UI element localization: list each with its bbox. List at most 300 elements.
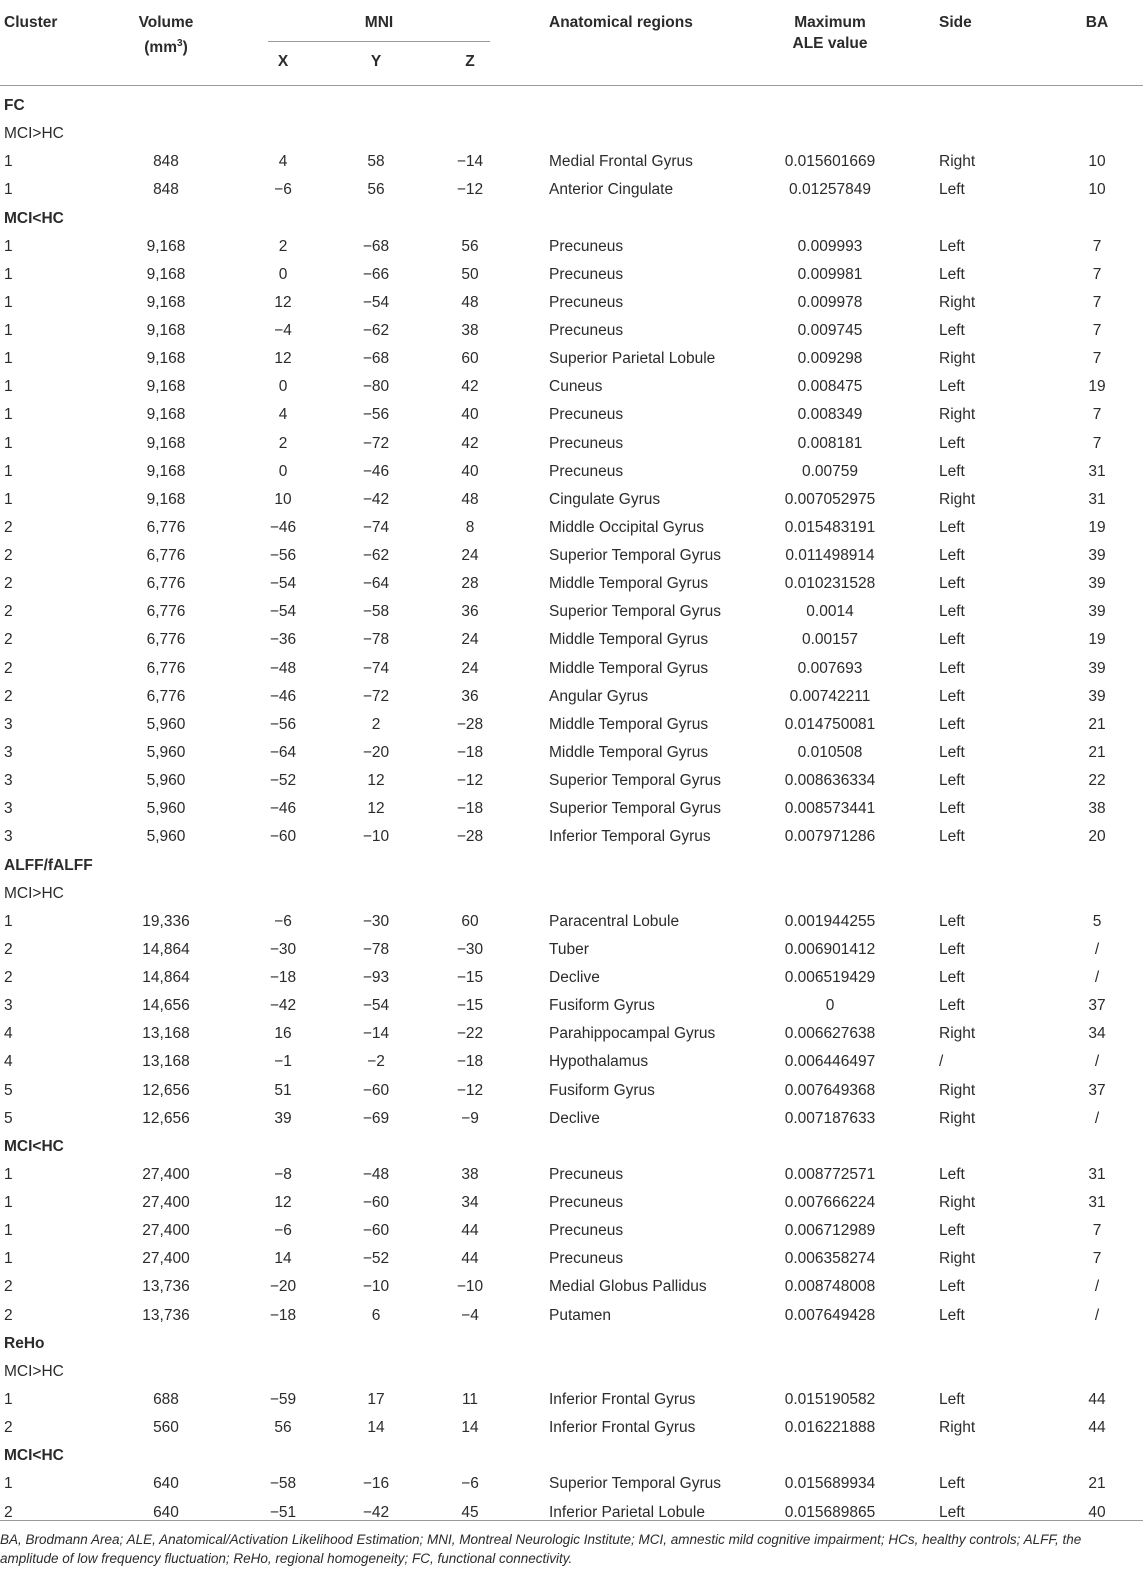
- cell-side: Right: [939, 406, 976, 424]
- table-row: [0, 1499, 1143, 1527]
- cell-ba: 7: [1092, 237, 1102, 255]
- cell-y: −48: [362, 1165, 390, 1183]
- cell-cluster: 2: [4, 1503, 13, 1521]
- cell-x: 14: [274, 1250, 292, 1268]
- cell-z: −12: [456, 772, 484, 790]
- cell-cluster: 1: [4, 181, 13, 199]
- cell-z: 44: [461, 1250, 479, 1268]
- cell-x: −46: [269, 687, 297, 705]
- cell-z: −22: [456, 1025, 484, 1043]
- header-mni: MNI: [364, 14, 394, 31]
- cell-region: Declive: [549, 969, 600, 987]
- cell-z: 24: [461, 659, 479, 677]
- cell-ale: 0.007971286: [784, 828, 876, 846]
- cell-volume: 6,776: [146, 631, 186, 649]
- cell-y: −68: [362, 237, 390, 255]
- cell-side: Left: [939, 912, 965, 930]
- cell-z: 24: [461, 547, 479, 565]
- cell-x: 39: [274, 1109, 292, 1127]
- cell-volume: 9,168: [146, 378, 186, 396]
- subsection-label: MCI>HC: [4, 125, 64, 143]
- table-row: [0, 289, 1143, 317]
- cell-cluster: 5: [4, 1109, 13, 1127]
- cell-cluster: 1: [4, 490, 13, 508]
- cell-x: 56: [274, 1419, 292, 1437]
- header-x: X: [277, 53, 289, 70]
- cell-z: 34: [461, 1194, 479, 1212]
- cell-ba: 44: [1088, 1419, 1106, 1437]
- table-row: [0, 1273, 1143, 1301]
- cell-ba: /: [1094, 1053, 1100, 1071]
- cell-ba: 21: [1088, 715, 1106, 733]
- cell-x: 2: [278, 237, 288, 255]
- table-row: [0, 992, 1143, 1020]
- cell-side: Left: [939, 940, 965, 958]
- cell-side: Left: [939, 969, 965, 987]
- table-row: [0, 1161, 1143, 1189]
- cell-ale: 0.007052975: [784, 490, 876, 508]
- cell-region: Fusiform Gyrus: [549, 997, 655, 1015]
- cell-z: 42: [461, 378, 479, 396]
- cell-x: 4: [278, 406, 288, 424]
- cell-side: Left: [939, 997, 965, 1015]
- cell-volume: 9,168: [146, 322, 186, 340]
- table-row: [0, 176, 1143, 204]
- cell-volume: 27,400: [142, 1222, 190, 1240]
- cell-volume: 14,864: [142, 969, 190, 987]
- cell-volume: 848: [153, 181, 179, 199]
- cell-cluster: 5: [4, 1081, 13, 1099]
- cell-cluster: 1: [4, 1165, 13, 1183]
- cell-z: 42: [461, 434, 479, 452]
- cell-y: 6: [371, 1306, 381, 1324]
- section-row: [0, 205, 1143, 233]
- cell-volume: 5,960: [146, 800, 186, 818]
- cell-side: Right: [939, 490, 976, 508]
- cell-ba: 39: [1088, 575, 1106, 593]
- cell-y: −58: [362, 603, 390, 621]
- table-row: [0, 1020, 1143, 1048]
- cell-y: −56: [362, 406, 390, 424]
- cell-cluster: 2: [4, 1306, 13, 1324]
- cell-z: −15: [456, 969, 484, 987]
- cell-region: Inferior Temporal Gyrus: [549, 828, 711, 846]
- cell-y: −72: [362, 434, 390, 452]
- cell-z: −18: [456, 800, 484, 818]
- cell-ba: 37: [1088, 1081, 1106, 1099]
- cell-volume: 13,168: [142, 1053, 190, 1071]
- cell-region: Precuneus: [549, 1194, 624, 1212]
- cell-y: −72: [362, 687, 390, 705]
- subsection-row: [0, 1358, 1143, 1386]
- cell-ale: 0.008181: [797, 434, 863, 452]
- cell-ba: 21: [1088, 1475, 1106, 1493]
- cell-z: 45: [461, 1503, 479, 1521]
- cell-ale: 0.007693: [797, 659, 863, 677]
- cell-volume: 14,864: [142, 940, 190, 958]
- cell-side: Left: [939, 1306, 965, 1324]
- cell-z: 14: [461, 1419, 479, 1437]
- cell-y: −60: [362, 1081, 390, 1099]
- cell-y: 56: [367, 181, 385, 199]
- cell-ale: 0.0014: [806, 603, 854, 621]
- cell-y: 12: [367, 772, 385, 790]
- table-row: [0, 795, 1143, 823]
- cell-y: −74: [362, 659, 390, 677]
- cell-z: −6: [461, 1475, 479, 1493]
- cell-ale: 0.015601669: [784, 153, 876, 171]
- cell-cluster: 2: [4, 518, 13, 536]
- cell-x: −54: [269, 575, 297, 593]
- cell-side: Left: [939, 1165, 965, 1183]
- header-volume-label: Volume: [138, 14, 194, 31]
- cell-ale: 0.008475: [797, 378, 863, 396]
- cell-region: Precuneus: [549, 1222, 624, 1240]
- cell-cluster: 1: [4, 1390, 13, 1408]
- cell-ba: 7: [1092, 322, 1102, 340]
- cell-ale: 0.014750081: [784, 715, 876, 733]
- cell-ale: 0.010508: [797, 743, 863, 761]
- cell-z: 36: [461, 603, 479, 621]
- table-row: [0, 964, 1143, 992]
- cell-y: −14: [362, 1025, 390, 1043]
- cell-x: −46: [269, 518, 297, 536]
- cell-z: −4: [461, 1306, 479, 1324]
- cell-volume: 9,168: [146, 462, 186, 480]
- cell-side: Right: [939, 1194, 976, 1212]
- cell-z: 60: [461, 912, 479, 930]
- cell-x: −18: [269, 1306, 297, 1324]
- cell-y: −80: [362, 378, 390, 396]
- cell-ale: 0.015689934: [784, 1475, 876, 1493]
- cell-x: −54: [269, 603, 297, 621]
- header-volume-unit: $(mm^3)$: [144, 38, 188, 57]
- subsection-row: [0, 880, 1143, 908]
- header-cluster: Cluster: [4, 14, 58, 31]
- cell-volume: 13,168: [142, 1025, 190, 1043]
- cell-x: −64: [269, 743, 297, 761]
- table-row: [0, 739, 1143, 767]
- cell-y: 17: [367, 1390, 385, 1408]
- cell-region: Precuneus: [549, 406, 624, 424]
- cell-side: Right: [939, 350, 976, 368]
- cell-side: Left: [939, 800, 965, 818]
- cell-ba: 10: [1088, 181, 1106, 199]
- cell-z: 60: [461, 350, 479, 368]
- cell-ale: 0.00742211: [789, 687, 871, 705]
- cell-ale: 0.006712989: [784, 1222, 876, 1240]
- cell-ba: 39: [1088, 603, 1106, 621]
- cell-y: −42: [362, 490, 390, 508]
- cell-volume: 6,776: [146, 603, 186, 621]
- cell-ba: 44: [1088, 1390, 1106, 1408]
- cell-y: −46: [362, 462, 390, 480]
- cell-region: Superior Temporal Gyrus: [549, 547, 722, 565]
- cell-y: −69: [362, 1109, 390, 1127]
- cell-ale: 0.010231528: [784, 575, 876, 593]
- cell-x: −60: [269, 828, 297, 846]
- cell-side: Right: [939, 1081, 976, 1099]
- cell-region: Middle Temporal Gyrus: [549, 715, 709, 733]
- cell-ba: 19: [1088, 378, 1106, 396]
- section-row: [0, 1133, 1143, 1161]
- cell-ba: 22: [1088, 772, 1106, 790]
- cell-volume: 6,776: [146, 575, 186, 593]
- cell-z: −12: [456, 181, 484, 199]
- cell-ale: 0.008748008: [784, 1278, 876, 1296]
- cell-ale: 0.01257849: [789, 181, 871, 199]
- cell-cluster: 3: [4, 715, 13, 733]
- cell-ale: 0.015483191: [784, 518, 876, 536]
- cell-region: Middle Temporal Gyrus: [549, 659, 709, 677]
- cell-region: Superior Parietal Lobule: [549, 350, 716, 368]
- cell-ba: 7: [1092, 406, 1102, 424]
- table-row: [0, 373, 1143, 401]
- table-row: [0, 626, 1143, 654]
- cell-region: Superior Temporal Gyrus: [549, 603, 722, 621]
- cell-ba: 34: [1088, 1025, 1106, 1043]
- cell-cluster: 2: [4, 1419, 13, 1437]
- cell-region: Middle Temporal Gyrus: [549, 743, 709, 761]
- cell-ba: 7: [1092, 1250, 1102, 1268]
- table-row: [0, 148, 1143, 176]
- cell-ba: /: [1094, 1109, 1100, 1127]
- cell-z: −28: [456, 715, 484, 733]
- bottom-rule: [0, 1520, 1143, 1521]
- cell-y: −62: [362, 322, 390, 340]
- cell-y: −93: [362, 969, 390, 987]
- cell-cluster: 2: [4, 603, 13, 621]
- cell-region: Angular Gyrus: [549, 687, 649, 705]
- cell-y: −10: [362, 828, 390, 846]
- cell-z: −10: [456, 1278, 484, 1296]
- table-header: [0, 0, 1143, 86]
- cell-side: Right: [939, 153, 976, 171]
- cell-ale: 0.007666224: [784, 1194, 876, 1212]
- header-z: Z: [465, 53, 475, 70]
- cell-y: −30: [362, 912, 390, 930]
- cell-region: Middle Occipital Gyrus: [549, 518, 705, 536]
- cell-region: Paracentral Lobule: [549, 912, 680, 930]
- table-row: [0, 345, 1143, 373]
- cell-x: −36: [269, 631, 297, 649]
- cell-x: 12: [274, 293, 292, 311]
- table-row: [0, 936, 1143, 964]
- cell-volume: 6,776: [146, 518, 186, 536]
- cell-y: 14: [367, 1419, 385, 1437]
- cell-side: Left: [939, 743, 965, 761]
- cell-x: 0: [278, 265, 288, 283]
- header-ba: BA: [1085, 14, 1109, 31]
- table-row: [0, 1217, 1143, 1245]
- cell-x: −51: [269, 1503, 297, 1521]
- cell-volume: 13,736: [142, 1306, 190, 1324]
- cell-volume: 9,168: [146, 293, 186, 311]
- cell-x: −8: [274, 1165, 292, 1183]
- cell-region: Putamen: [549, 1306, 612, 1324]
- cell-side: Left: [939, 1503, 965, 1521]
- cell-side: Right: [939, 1025, 976, 1043]
- cell-volume: 27,400: [142, 1165, 190, 1183]
- section-label: FC: [4, 97, 25, 114]
- cell-y: −66: [362, 265, 390, 283]
- cell-side: Right: [939, 1250, 976, 1268]
- cell-cluster: 3: [4, 828, 13, 846]
- cell-cluster: 2: [4, 1278, 13, 1296]
- table-row: [0, 1105, 1143, 1133]
- cell-y: −68: [362, 350, 390, 368]
- cell-cluster: 3: [4, 743, 13, 761]
- table-row: [0, 1414, 1143, 1442]
- cell-region: Cingulate Gyrus: [549, 490, 661, 508]
- cell-ba: 37: [1088, 997, 1106, 1015]
- cell-ba: 19: [1088, 631, 1106, 649]
- cell-cluster: 2: [4, 659, 13, 677]
- cell-side: Left: [939, 181, 965, 199]
- table-row: [0, 233, 1143, 261]
- cell-region: Medial Frontal Gyrus: [549, 153, 693, 171]
- cell-cluster: 1: [4, 1194, 13, 1212]
- cell-side: Left: [939, 518, 965, 536]
- cell-region: Fusiform Gyrus: [549, 1081, 655, 1099]
- table-row: [0, 1386, 1143, 1414]
- cell-x: 2: [278, 434, 288, 452]
- cell-x: −58: [269, 1475, 297, 1493]
- section-row: [0, 1330, 1143, 1358]
- cell-z: −15: [456, 997, 484, 1015]
- cell-x: −6: [274, 181, 292, 199]
- cell-volume: 5,960: [146, 743, 186, 761]
- cell-volume: 14,656: [142, 997, 190, 1015]
- cell-volume: 688: [153, 1390, 179, 1408]
- cell-y: −42: [362, 1503, 390, 1521]
- cell-ale: 0.008573441: [784, 800, 876, 818]
- cell-cluster: 2: [4, 547, 13, 565]
- cell-region: Precuneus: [549, 462, 624, 480]
- cell-y: −60: [362, 1222, 390, 1240]
- cell-cluster: 4: [4, 1053, 13, 1071]
- table-row: [0, 767, 1143, 795]
- table-row: [0, 1470, 1143, 1498]
- cell-side: /: [939, 1053, 944, 1071]
- cell-z: 40: [461, 462, 479, 480]
- cell-volume: 640: [153, 1503, 179, 1521]
- cell-side: Left: [939, 828, 965, 846]
- cell-volume: 19,336: [142, 912, 190, 930]
- cell-cluster: 3: [4, 800, 13, 818]
- cell-y: 2: [371, 715, 381, 733]
- cell-ale: 0.009981: [797, 265, 863, 283]
- cell-ba: 19: [1088, 518, 1106, 536]
- cell-ba: /: [1094, 940, 1100, 958]
- header-volume: [110, 12, 222, 58]
- cell-region: Inferior Frontal Gyrus: [549, 1390, 696, 1408]
- cell-region: Inferior Frontal Gyrus: [549, 1419, 696, 1437]
- cell-side: Right: [939, 293, 976, 311]
- cell-side: Left: [939, 772, 965, 790]
- cell-side: Right: [939, 1109, 976, 1127]
- cell-z: 24: [461, 631, 479, 649]
- table-row: [0, 458, 1143, 486]
- cell-z: 44: [461, 1222, 479, 1240]
- cell-volume: 848: [153, 153, 179, 171]
- cell-y: 12: [367, 800, 385, 818]
- cell-cluster: 1: [4, 406, 13, 424]
- cell-z: −12: [456, 1081, 484, 1099]
- table-row: [0, 401, 1143, 429]
- section-row: [0, 92, 1143, 120]
- section-label: MCI<HC: [4, 1447, 64, 1465]
- cell-ba: /: [1094, 1306, 1100, 1324]
- cell-ale: 0.001944255: [784, 912, 876, 930]
- cell-side: Left: [939, 631, 965, 649]
- cell-x: 10: [274, 490, 292, 508]
- cell-side: Left: [939, 547, 965, 565]
- cell-cluster: 3: [4, 772, 13, 790]
- cell-ba: 7: [1092, 265, 1102, 283]
- cell-region: Precuneus: [549, 237, 624, 255]
- cell-volume: 27,400: [142, 1250, 190, 1268]
- cell-volume: 640: [153, 1475, 179, 1493]
- cell-region: Precuneus: [549, 265, 624, 283]
- cell-cluster: 1: [4, 1475, 13, 1493]
- table-row: [0, 542, 1143, 570]
- cell-ba: 31: [1088, 1165, 1106, 1183]
- cell-cluster: 2: [4, 940, 13, 958]
- cell-ba: 7: [1092, 350, 1102, 368]
- cell-cluster: 1: [4, 434, 13, 452]
- cell-ba: 38: [1088, 800, 1106, 818]
- cell-cluster: 2: [4, 575, 13, 593]
- cell-side: Left: [939, 265, 965, 283]
- cell-region: Precuneus: [549, 1165, 624, 1183]
- cell-ale: 0.007649368: [784, 1081, 876, 1099]
- cell-ba: /: [1094, 1278, 1100, 1296]
- table-row: [0, 1048, 1143, 1076]
- cell-y: −16: [362, 1475, 390, 1493]
- cell-x: −56: [269, 547, 297, 565]
- cell-cluster: 2: [4, 969, 13, 987]
- cell-volume: 12,656: [142, 1109, 190, 1127]
- cell-region: Medial Globus Pallidus: [549, 1278, 707, 1296]
- cell-y: −62: [362, 547, 390, 565]
- cell-side: Left: [939, 322, 965, 340]
- cell-x: 0: [278, 462, 288, 480]
- cell-side: Left: [939, 1390, 965, 1408]
- cell-cluster: 1: [4, 912, 13, 930]
- cell-x: −42: [269, 997, 297, 1015]
- section-label: MCI<HC: [4, 1137, 64, 1155]
- cell-side: Left: [939, 1475, 965, 1493]
- cell-ale: 0.007649428: [784, 1306, 876, 1324]
- cell-volume: 13,736: [142, 1278, 190, 1296]
- cell-cluster: 1: [4, 237, 13, 255]
- cell-side: Left: [939, 575, 965, 593]
- cell-ale: 0.006627638: [784, 1025, 876, 1043]
- cell-y: −64: [362, 575, 390, 593]
- header-regions: Anatomical regions: [549, 14, 693, 31]
- cell-x: 12: [274, 350, 292, 368]
- cell-ba: 20: [1088, 828, 1106, 846]
- cell-side: Left: [939, 237, 965, 255]
- mni-underline: [268, 41, 490, 42]
- cell-region: Declive: [549, 1109, 600, 1127]
- cell-x: 12: [274, 1194, 292, 1212]
- cell-ba: 7: [1092, 293, 1102, 311]
- table-row: [0, 1189, 1143, 1217]
- table-footnote: BA, Brodmann Area; ALE, Anatomical/Activation Likelihood Estimation; MNI, Montreal Neurologic Institute; MCI, amnestic mild cognitive impairment; HCs, healthy controls; ALFF, the amplitude of low frequency fluctuation; ReHo, regional homogeneity; FC, functional connectivity.: [0, 1532, 1082, 1566]
- subsection-label: MCI>HC: [4, 884, 64, 902]
